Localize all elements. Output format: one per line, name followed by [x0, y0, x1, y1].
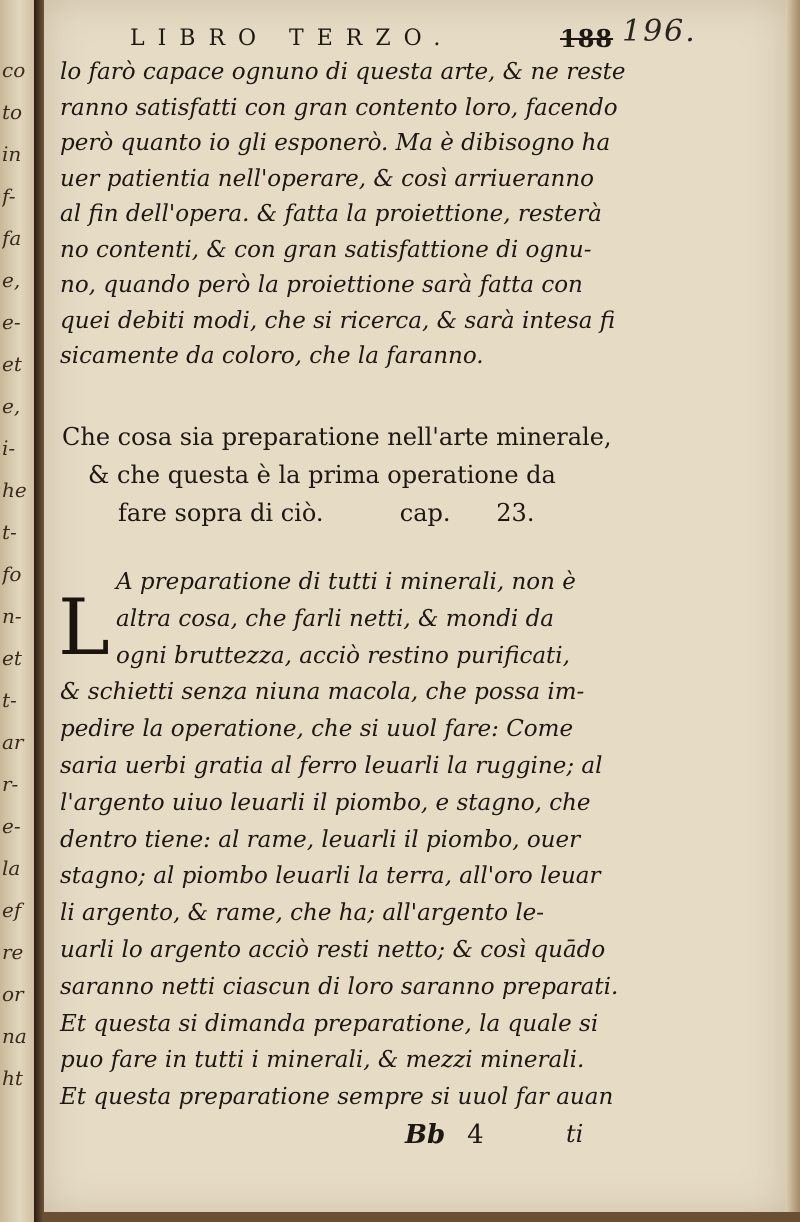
text-line: quei debiti modi, che si ricerca, & sarà intesa fi: [60, 307, 616, 334]
text-line: l'argento uiuo leuarli il piombo, e stagno, che: [60, 789, 591, 816]
text-line: saranno netti ciascun di loro saranno preparati.: [60, 973, 619, 1000]
page-fore-edge: [786, 0, 800, 1222]
heading-line: Che cosa sia preparatione nell'arte minerale,: [62, 423, 612, 451]
page-bottom-edge: [44, 1212, 800, 1222]
facing-page-fragment: r-: [2, 772, 19, 796]
text-line: Et questa preparatione sempre si uuol far auan: [60, 1084, 614, 1111]
facing-page-fragment: e,: [2, 394, 21, 418]
facing-page-fragment: f-: [2, 184, 16, 208]
facing-page-fragment: t-: [2, 688, 17, 712]
text-line: ranno satisfatti con gran contento loro, facendo: [60, 94, 618, 121]
text-line: uarli lo argento acciò resti netto; & così quādo: [60, 937, 606, 963]
signature-mark: [405, 1120, 484, 1150]
text-line: no, quando però la proiettione sarà fatta con: [60, 272, 583, 298]
text-line: saria uerbi gratia al ferro leuarli la ruggine; al: [60, 753, 603, 779]
facing-page-fragment: ef: [2, 898, 22, 922]
text-line: pedire la operatione, che si uuol fare: Come: [60, 716, 574, 743]
running-head-title: LIBRO TERZO.: [130, 26, 454, 51]
catchword: ti: [566, 1120, 584, 1148]
heading-line: fare sopra di ciò. cap. 23.: [118, 499, 535, 527]
facing-page-fragment: to: [2, 100, 23, 124]
facing-page-fragment: e-: [2, 310, 21, 334]
text-line: stagno; al piombo leuarli la terra, all'oro leuar: [60, 863, 601, 890]
facing-page-fragment: fo: [2, 562, 22, 586]
text-line: sicamente da coloro, che la faranno.: [60, 343, 484, 369]
manuscript-folio-number: 196.: [622, 14, 697, 49]
facing-page-edge: [0, 0, 36, 1222]
signature-number: 4: [467, 1120, 484, 1150]
facing-page-fragment: et: [2, 352, 22, 376]
text-line: A preparatione di tutti i minerali, non è: [116, 569, 576, 595]
text-line: dentro tiene: al rame, leuarli il piombo, ouer: [60, 826, 581, 853]
text-line: no contenti, & con gran satisfattione di ognu-: [60, 236, 592, 263]
text-line: al fin dell'opera. & fatta la proiettione, resterà: [60, 201, 602, 227]
text-line: altra cosa, che farli netti, & mondi da: [116, 605, 555, 632]
facing-page-fragment: fa: [2, 226, 22, 250]
facing-page-fragment: e-: [2, 814, 21, 838]
facing-page-fragment: la: [2, 856, 21, 880]
facing-page-fragment: i-: [2, 436, 16, 460]
facing-page-fragment: or: [2, 982, 24, 1006]
facing-page-fragment: he: [2, 478, 27, 502]
facing-page-fragment: n-: [2, 604, 22, 628]
text-line: lo farò capace ognuno di questa arte, & ne reste: [60, 59, 626, 85]
heading-line: & che questa è la prima operatione da: [88, 461, 556, 489]
running-head: [90, 24, 650, 56]
facing-page-fragment: ar: [2, 730, 24, 754]
text-line: ogni bruttezza, acciò restino purificati,: [116, 642, 570, 669]
facing-page-fragment: co: [2, 58, 26, 82]
text-line: uer patientia nell'operare, & così arriueranno: [60, 165, 595, 192]
signature-letters: Bb: [405, 1120, 446, 1150]
printed-folio-number: 188: [560, 24, 614, 53]
facing-page-fragment: et: [2, 646, 22, 670]
text-line: li argento, & rame, che ha; all'argento le-: [60, 900, 545, 927]
facing-page-fragment: t-: [2, 520, 17, 544]
facing-page-fragment: in: [2, 142, 22, 166]
facing-page-fragment: na: [2, 1024, 27, 1048]
text-line: puo fare in tutti i minerali, & mezzi minerali.: [60, 1047, 585, 1074]
text-line: però quanto io gli esponerò. Ma è dibisogno ha: [60, 130, 611, 156]
facing-page-fragment: ht: [2, 1066, 23, 1090]
text-line: Et questa si dimanda preparatione, la quale si: [60, 1010, 599, 1037]
facing-page-fragment: re: [2, 940, 24, 964]
facing-page-fragment: e,: [2, 268, 21, 292]
drop-cap-initial: L: [58, 583, 110, 673]
text-line: & schietti senza niuna macola, che possa im-: [60, 679, 585, 706]
